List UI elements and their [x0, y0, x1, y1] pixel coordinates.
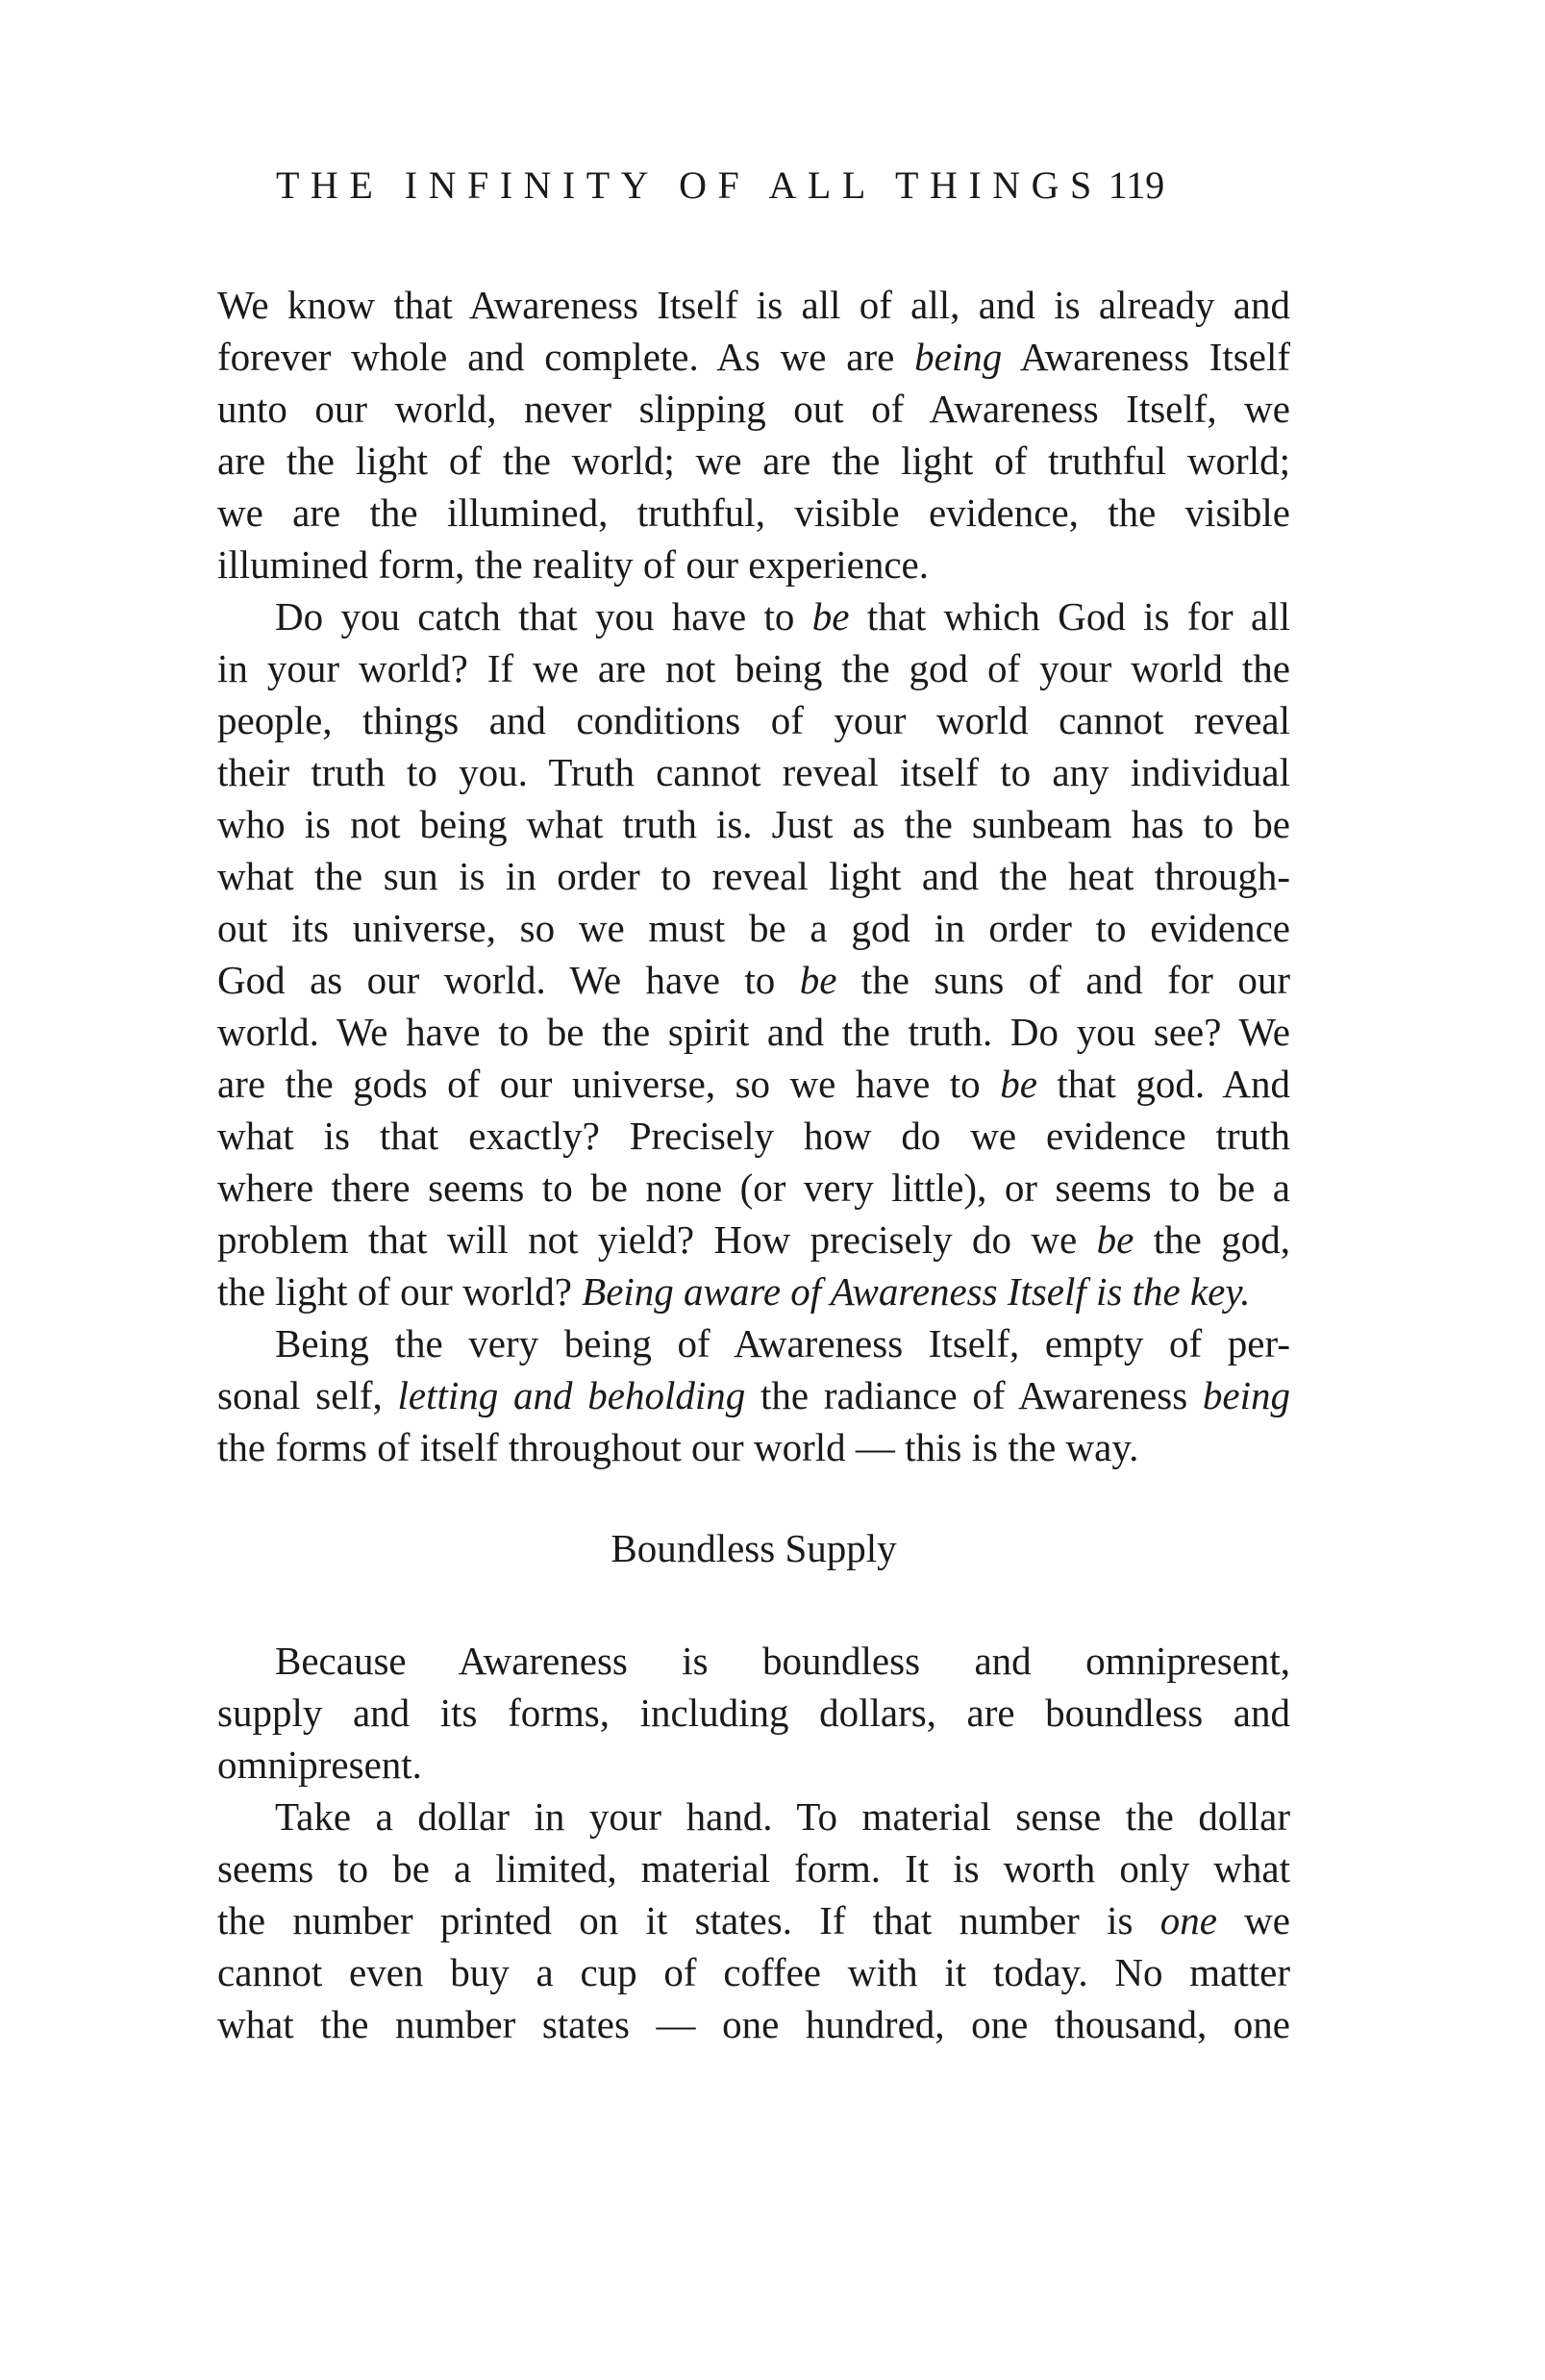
text-run: the number printed on it states. If that number is: [217, 1898, 1160, 1942]
text-run: the light of our world?: [217, 1269, 583, 1314]
text-line: [217, 590, 1290, 642]
text-line: [217, 1739, 1290, 1791]
text-run: illumined form, the reality of our experience.: [217, 542, 930, 587]
text-run: We know that Awareness Itself is all of all, and is already and: [217, 283, 1290, 327]
italic-text-run: letting and beholding: [397, 1373, 746, 1417]
text-line: [217, 1058, 1290, 1110]
text-line: [217, 1421, 1290, 1473]
text-run: what the number states — one hundred, one thousand, one: [217, 2002, 1290, 2046]
text-run: supply and its forms, including dollars, are boundless and: [217, 1691, 1290, 1735]
italic-text-run: be: [811, 594, 850, 639]
text-run: Take a dollar in your hand. To material sense the dollar: [275, 1794, 1290, 1839]
text-run: the radiance of Awareness: [745, 1373, 1203, 1417]
text-run: who is not being what truth is. Just as the sunbeam has to be: [217, 802, 1290, 846]
text-run: are the gods of our universe, so we have to: [217, 1062, 1001, 1106]
text-line: [217, 1791, 1290, 1842]
italic-text-run: Being aware of Awareness Itself is the key.: [582, 1269, 1251, 1314]
text-run: are the light of the world; we are the light of truthful world;: [217, 438, 1290, 483]
text-line: [217, 279, 1290, 331]
text-line: [217, 539, 1290, 590]
text-line: [217, 1006, 1290, 1058]
text-run: cannot even buy a cup of coffee with it today. No matter: [217, 1950, 1290, 1994]
text-line: [217, 435, 1290, 487]
text-line: [217, 1687, 1290, 1739]
text-line: [217, 1946, 1290, 1998]
text-line: [217, 1635, 1290, 1687]
italic-text-run: being: [914, 335, 1003, 379]
body-text-block-2: [217, 1635, 1290, 2050]
text-run: Being the very being of Awareness Itself, empty of per-: [275, 1321, 1290, 1365]
text-line: [217, 1110, 1290, 1162]
text-run: the forms of itself throughout our world — this is the way.: [217, 1425, 1139, 1469]
text-line: [217, 746, 1290, 798]
text-run: sonal self,: [217, 1373, 398, 1417]
text-line: [217, 1265, 1290, 1317]
text-line: [217, 1842, 1290, 1894]
text-run: Awareness Itself: [1002, 335, 1290, 379]
text-run: problem that will not yield? How precisely do we: [217, 1217, 1097, 1262]
text-line: [217, 1369, 1290, 1421]
text-run: where there seems to be none (or very little), or seems to be a: [217, 1165, 1290, 1210]
running-head-title: THE INFINITY OF ALL THINGS: [276, 163, 1103, 207]
italic-text-run: be: [1096, 1217, 1134, 1262]
text-line: [217, 694, 1290, 746]
text-line: [217, 642, 1290, 694]
text-line: [217, 902, 1290, 954]
italic-text-run: be: [799, 958, 837, 1002]
text-run: Because Awareness is boundless and omnipresent,: [275, 1639, 1290, 1683]
text-line: [217, 1894, 1290, 1946]
running-head: [276, 162, 1287, 210]
text-run: people, things and conditions of your world cannot reveal: [217, 698, 1290, 742]
text-run: Do you catch that you have to: [275, 594, 812, 639]
italic-text-run: be: [1000, 1062, 1037, 1106]
text-run: seems to be a limited, material form. It is worth only what: [217, 1846, 1290, 1891]
text-run: that god. And: [1036, 1062, 1290, 1106]
body-text-block-1: [217, 279, 1290, 1473]
text-run: world. We have to be the spirit and the truth. Do you see? We: [217, 1010, 1290, 1054]
text-run: their truth to you. Truth cannot reveal itself to any individual: [217, 750, 1290, 794]
text-run: what the sun is in order to reveal light and the heat through-: [217, 854, 1290, 898]
italic-text-run: one: [1159, 1898, 1217, 1942]
text-line: [217, 1162, 1290, 1214]
text-run: what is that exactly? Precisely how do we evidence truth: [217, 1114, 1290, 1158]
text-line: [217, 487, 1290, 539]
italic-text-run: being: [1202, 1373, 1291, 1417]
text-line: [217, 798, 1290, 850]
text-line: [217, 1998, 1290, 2050]
text-run: God as our world. We have to: [217, 958, 800, 1002]
text-run: omnipresent.: [217, 1742, 422, 1787]
text-run: the suns of and for our: [836, 958, 1291, 1002]
text-run: we: [1216, 1898, 1290, 1942]
text-line: [217, 331, 1290, 383]
section-heading: Boundless Supply: [611, 1526, 897, 1570]
text-run: that which God is for all: [849, 594, 1290, 639]
page-number: 119: [1108, 163, 1165, 207]
text-run: the god,: [1134, 1217, 1290, 1262]
text-run: forever whole and complete. As we are: [217, 335, 915, 379]
text-run: in your world? If we are not being the god of your world the: [217, 646, 1290, 690]
text-run: unto our world, never slipping out of Awareness Itself, we: [217, 387, 1290, 431]
text-run: out its universe, so we must be a god in order to evidence: [217, 906, 1290, 950]
text-line: [217, 383, 1290, 435]
text-run: we are the illumined, truthful, visible evidence, the visible: [217, 490, 1290, 535]
text-line: [217, 850, 1290, 902]
text-line: [217, 1317, 1290, 1369]
text-line: [217, 954, 1290, 1006]
text-line: [217, 1214, 1290, 1265]
